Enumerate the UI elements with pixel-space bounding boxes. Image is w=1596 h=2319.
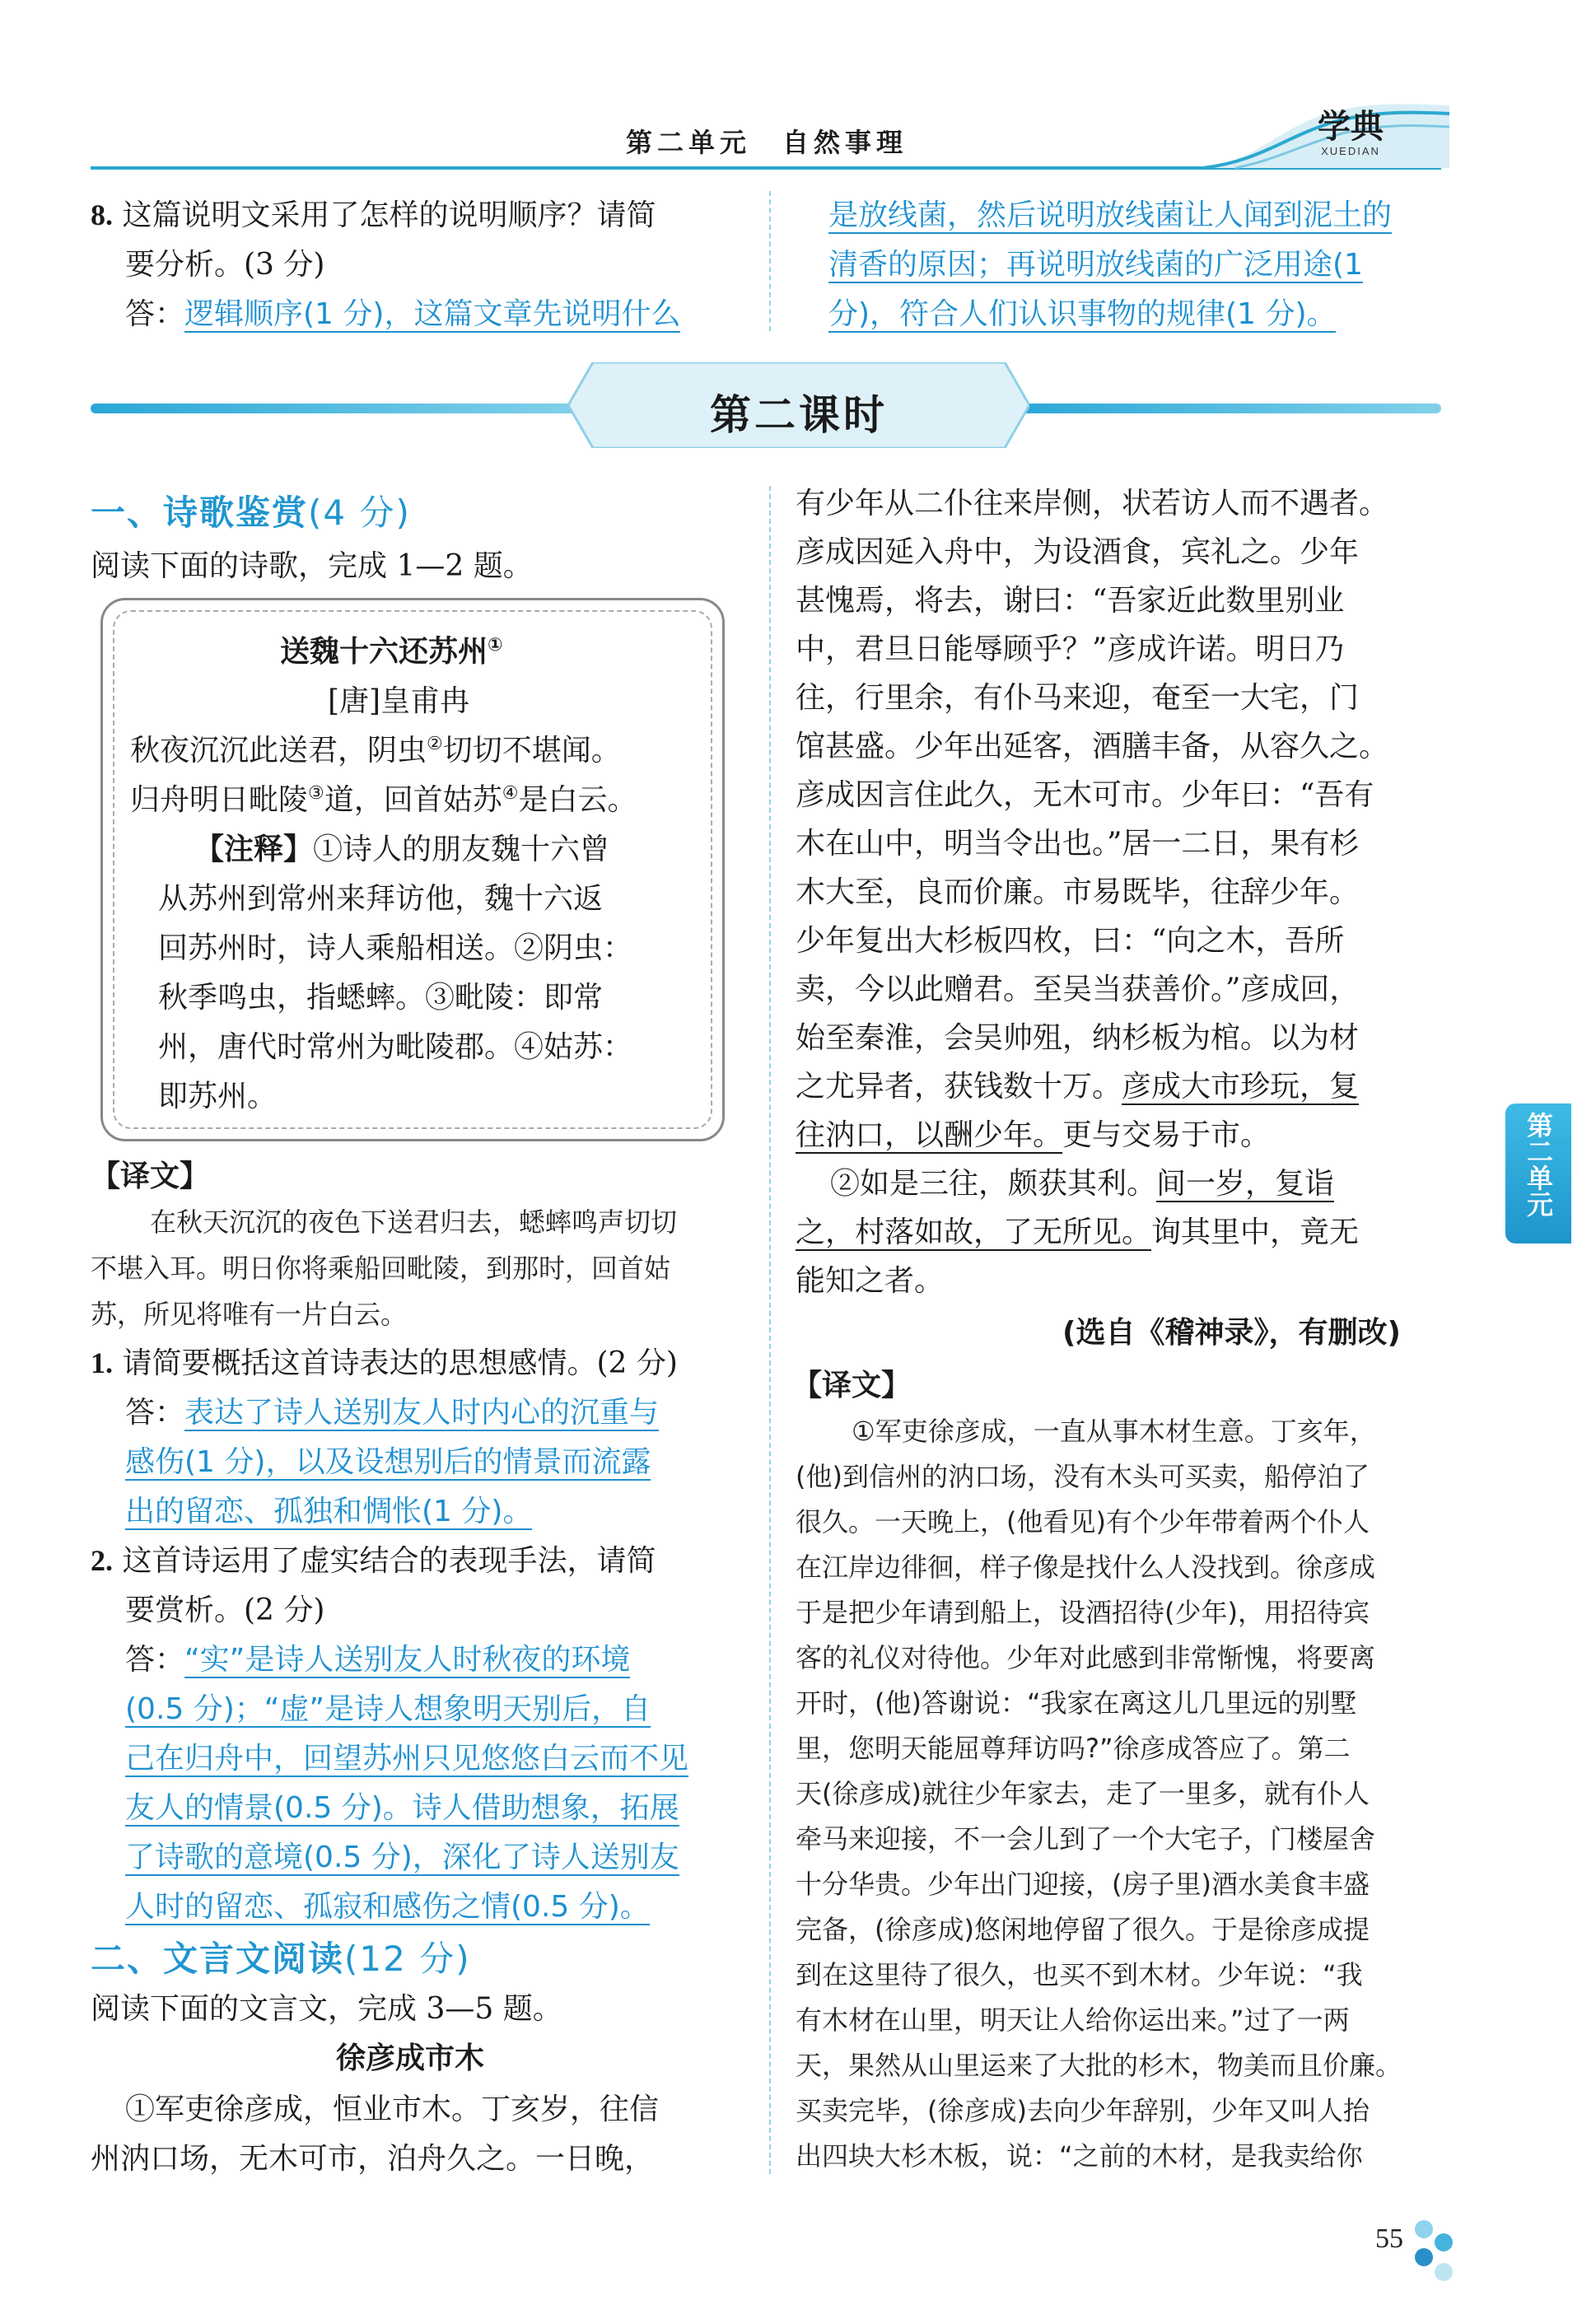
- classical-r12: 始至秦淮，会吴帅殂，纳杉板为棺。以为材: [796, 1021, 1360, 1055]
- q8-answer-text-3: 清香的原因；再说明放线菌的广泛用途(1: [828, 248, 1363, 282]
- section2-score: (12 分): [344, 1939, 471, 1979]
- classical-translation-label: 【译文】: [792, 1369, 912, 1402]
- underlined-sentence-a: 彦成大市珍玩，复: [1122, 1070, 1360, 1104]
- classical-r6: 馆甚盛。少年出延客，酒膳丰备，从容久之。: [796, 730, 1389, 763]
- dot-decoration: [1435, 2233, 1453, 2251]
- logo-text-cn: 学典: [1318, 107, 1384, 146]
- poem-notes-line2: 从苏州到常州来拜访他，魏十六返: [158, 882, 604, 916]
- poem-line-1: 秋夜沉沉此送君，阴虫②切切不堪闻。: [130, 734, 621, 768]
- lesson-banner: [568, 362, 1029, 448]
- q8-answer-text-2: 是放线菌，然后说明放线菌让人闻到泥土的: [828, 198, 1393, 232]
- poem-notes-line6: 即苏州。: [158, 1080, 278, 1113]
- classical-r1: 有少年从二仆往来岸侧，状若访人而不遇者。: [796, 487, 1389, 520]
- publisher-logo: [1305, 109, 1396, 157]
- poem-author: [唐]皇甫冉: [328, 684, 470, 718]
- q2-answer-6: 人时的留恋、孤寂和感伤之情(0.5 分)。: [125, 1890, 650, 1924]
- classical-r17: 能知之者。: [796, 1264, 945, 1298]
- q8-number: 8.: [91, 198, 113, 231]
- classical-r14: 往汭口，以酬少年。更与交易于市。: [796, 1118, 1271, 1152]
- unit-side-tab: [1505, 1104, 1571, 1243]
- q8-answer-text-4: 分)，符合人们认识事物的规律(1 分)。: [828, 297, 1337, 331]
- q1-answer-prefix: 答：: [125, 1396, 185, 1430]
- poem-title: [280, 628, 503, 676]
- classical-r11: 卖，今以此赠君。至吴当获善价。”彦成回，: [796, 973, 1360, 1006]
- classical-left-l2: 州汭口场，无木可市，泊舟久之。一日晚，: [91, 2142, 655, 2176]
- poem-line-2: 归舟明日毗陵③道，回首姑苏④是白云。: [130, 783, 637, 817]
- classical-r13: 之尤异者，获钱数十万。彦成大市珍玩，复: [796, 1070, 1360, 1104]
- poem-notes-line1: 【注释】①诗人的朋友魏十六曾: [194, 833, 610, 866]
- classical-r15: ②如是三往，颇获其利。间一岁，复诣: [830, 1167, 1335, 1201]
- section1-heading: [91, 486, 411, 535]
- section1-intro: 阅读下面的诗歌，完成 1—2 题。: [91, 549, 533, 583]
- q2-answer-2: (0.5 分)；“虚”是诗人想象明天别后，自: [125, 1692, 651, 1726]
- q2-number: 2.: [91, 1544, 113, 1577]
- underlined-sentence-b: 间一岁，复诣: [1156, 1167, 1335, 1201]
- q1-number: 1.: [91, 1346, 113, 1379]
- poem-translation-l3: 苏，所见将唯有一片白云。: [91, 1299, 408, 1330]
- q8-line2: 要分析。(3 分): [125, 248, 325, 282]
- banner-rule-left: [91, 404, 585, 413]
- classical-r3: 甚愧焉，将去，谢曰：“吾家近此数里别业: [796, 584, 1345, 618]
- page-number: 55: [1375, 2223, 1403, 2254]
- poem-notes-line4: 秋季鸣虫，指蟋蟀。③毗陵：即常: [158, 981, 604, 1015]
- section2-heading: [91, 1932, 471, 1981]
- classical-left-l1: ①军吏徐彦成，恒业市木。丁亥岁，往信: [125, 2093, 660, 2126]
- q2-answer-3: 己在归舟中，回望苏州只见悠悠白云而不见: [125, 1742, 689, 1775]
- q8-answer-prefix: 答：: [125, 297, 185, 331]
- classical-source: (选自《稽神录》，有删改): [1062, 1316, 1401, 1350]
- header-title: 第二单元 自然事理: [626, 127, 908, 158]
- q2-text-1: 这首诗运用了虚实结合的表现手法，请简: [122, 1544, 656, 1578]
- q2-answer-1: “实”是诗人送别友人时秋夜的环境: [184, 1643, 631, 1677]
- column-divider-top: [769, 191, 771, 331]
- classical-r16: 之，村落如故，了无所见。询其里中，竟无: [796, 1215, 1360, 1249]
- lesson-title: 第二课时: [710, 391, 888, 439]
- section1-score: (4 分): [308, 492, 411, 533]
- poem-notes-line5: 州，唐代时常州为毗陵郡。④姑苏：: [158, 1030, 633, 1064]
- column-divider-main: [769, 486, 771, 2174]
- dot-decoration: [1435, 2263, 1453, 2281]
- classical-r5: 往，行里余，有仆马来迎，奄至一大宅，门: [796, 681, 1360, 715]
- poem-notes-line3: 回苏州时，诗人乘船相送。②阴虫：: [158, 931, 633, 965]
- q1-answer-2: 感伤(1 分)，以及设想别后的情景而流露: [125, 1445, 651, 1479]
- classical-r2: 彦成因延入舟中，为设酒食，宾礼之。少年: [796, 535, 1360, 569]
- poem-translation-l2: 不堪入耳。明日你将乘船回毗陵，到那时，回首姑: [91, 1253, 671, 1284]
- classical-r8: 木在山中，明当令出也。”居一二日，果有杉: [796, 827, 1360, 861]
- poem-translation-label: 【译文】: [91, 1160, 210, 1193]
- notes-label: 【注释】: [194, 833, 314, 866]
- unit-side-tab-text: 第二单元: [1523, 1112, 1554, 1217]
- banner-rule-right: [1013, 404, 1441, 413]
- classical-r9: 木大至，良而价廉。市易既毕，往辞少年。: [796, 875, 1360, 909]
- q2-text-2: 要赏析。(2 分): [125, 1593, 325, 1627]
- classical-r4: 中，君旦日能辱顾乎？”彦成许诺。明日乃: [796, 632, 1345, 666]
- section2-title: 二、文言文阅读: [91, 1939, 345, 1979]
- q8-line1: [91, 191, 656, 240]
- classical-r7: 彦成因言住此久，无木可市。少年曰：“吾有: [796, 778, 1374, 812]
- q8-answer-text-1: 逻辑顺序(1 分)，这篇文章先说明什么: [184, 297, 681, 331]
- poem-title-note: ①: [488, 635, 503, 656]
- q2-answer-prefix: 答：: [125, 1643, 185, 1677]
- q8-text-1: 这篇说明文采用了怎样的说明顺序？请简: [122, 198, 656, 232]
- q1-answer-1: 表达了诗人送别友人时内心的沉重与: [184, 1396, 660, 1430]
- dot-decoration: [1415, 2248, 1433, 2266]
- poem-translation-l1: 在秋天沉沉的夜色下送君归去，蟋蟀鸣声切切: [150, 1206, 678, 1238]
- logo-text-en: XUEDIAN: [1321, 145, 1380, 157]
- classical-title: 徐彦成市木: [336, 2041, 485, 2075]
- section2-intro: 阅读下面的文言文，完成 3—5 题。: [91, 1992, 562, 2026]
- section1-title: 一、诗歌鉴赏: [91, 492, 309, 533]
- poem-title-text: 送魏十六还苏州: [280, 635, 488, 669]
- dot-decoration: [1415, 2220, 1433, 2238]
- q1-text: 请简要概括这首诗表达的思想感情。(2 分): [122, 1346, 678, 1380]
- q2-answer-4: 友人的情景(0.5 分)。诗人借助想象，拓展: [125, 1791, 679, 1825]
- q2-answer-5: 了诗歌的意境(0.5 分)，深化了诗人送别友: [125, 1841, 679, 1874]
- classical-r10: 少年复出大杉板四枚，曰：“向之木，吾所: [796, 924, 1345, 958]
- q8-answer-left: [125, 290, 680, 338]
- q1-answer-3: 出的留恋、孤独和惆怅(1 分)。: [125, 1495, 533, 1528]
